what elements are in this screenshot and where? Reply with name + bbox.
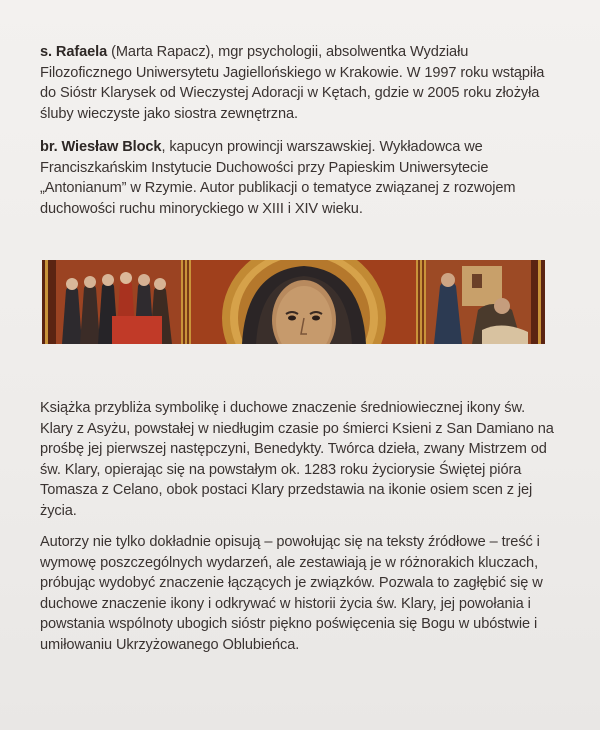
description-paragraph: Książka przybliża symbolikę i duchowe znaczenie średniowiecznej ikony św. Klary z Asyżu, powstałej w niedługim czasie po śmierci Ksieni z San Damiano na prośbę jej pierwszej następczyni, Benedykty. Twórca dzieła, zwany Mistrzem od św. Klary, opierając się na powstałym ok. 1283 roku życiorysie Świętej pióra Tomasza z Celano, obok postaci Klary przedstawia na ikonie osiem scen z jej życia. (40, 400, 554, 519)
author-bio-text: (Marta Rapacz), mgr psychologii, absolwentka Wydziału Filozoficznego Uniwersytetu Jagiellońskiego w Krakowie. W 1997 roku wstąpiła do Sióstr Klarysek od Wieczystej Adoracji w Kętach, gdzie w 2005 roku złożyła śluby wieczyste jako siostra zewnętrzna. (40, 44, 545, 122)
author-bio-rafaela (40, 42, 560, 124)
icon-of-saint-clare-image (42, 260, 545, 344)
description-paragraph: Autorzy nie tylko dokładnie opisują – powołując się na teksty źródłowe – treść i wymowę poszczególnych wydarzeń, ale zestawiają je w różnorakich kluczach, próbując wydobyć znaczenie łączących je związków. Pozwala to zagłębić się w duchowe znaczenie ikony i odkrywać w historii życia św. Klary, jej powołania i powstania wspólnoty ubogich sióstr piękno poświęcenia się Bogu w ubóstwie i umiłowaniu Ukrzyżowanego Oblubieńca. (40, 534, 543, 653)
author-bio-text: , kapucyn prowincji warszawskiej. Wykładowca we Franciszkańskim Instytucie Duchowości przy Papieskim Uniwersytecie „Antonianum” w Rzymie. Autor publikacji o tematyce związanej z rozwojem duchowości ruchu minoryckiego w XIII i XIV wieku. (40, 139, 516, 217)
author-name: s. Rafaela (40, 44, 108, 60)
icon-image-banner (42, 260, 545, 344)
author-name: br. Wiesław Block (40, 139, 162, 155)
author-bio-block (40, 137, 560, 219)
